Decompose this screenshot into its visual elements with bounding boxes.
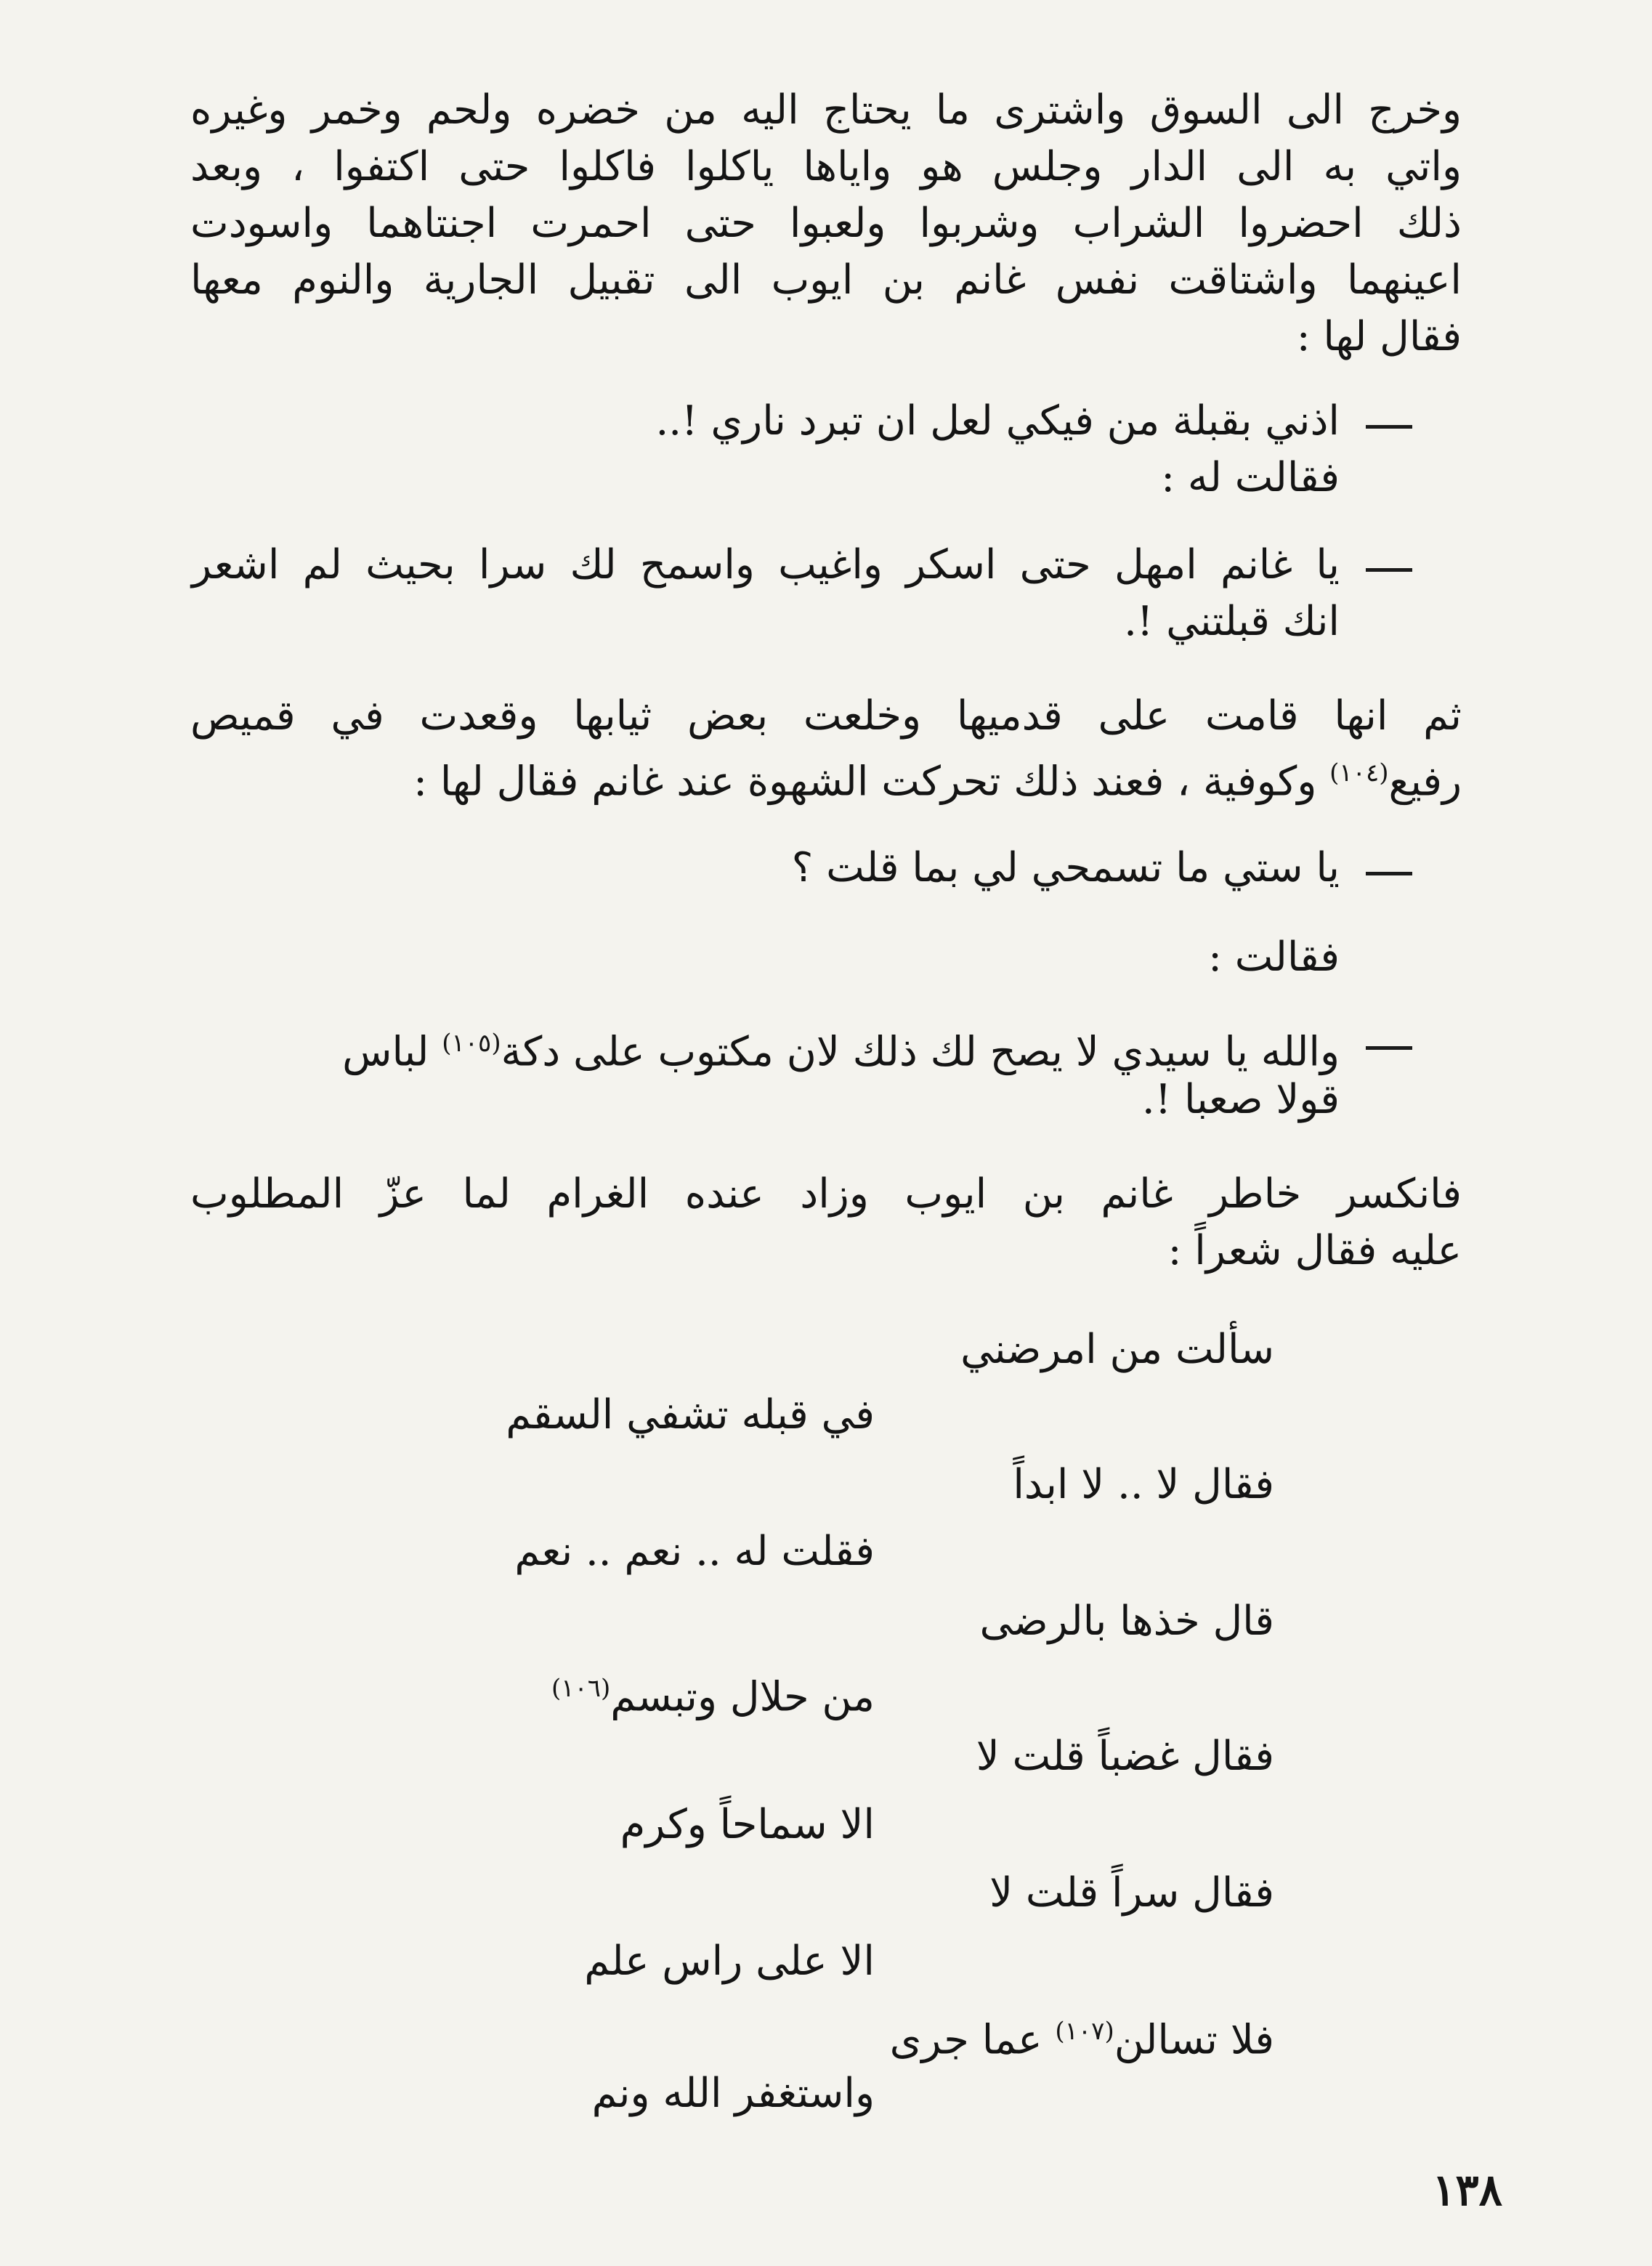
paragraph-1-line-5: فقال لها : xyxy=(1296,313,1462,360)
dialogue-1-reply: فقالت له : xyxy=(1161,454,1340,501)
poem-verse-8: الا سماحاً وكرم xyxy=(620,1801,875,1848)
dialogue-1-dash xyxy=(1366,425,1412,429)
dialogue-2-line-1: يا غانم امهل حتى اسكر واغيب واسمح لك سرا بحيث لم اشعر xyxy=(192,541,1340,588)
dialogue-3-text: يا ستي ما تسمحي لي بما قلت ؟ xyxy=(791,844,1340,891)
paragraph-2-line-1: ثم انها قامت على قدميها وخلعت بعض ثيابها وقعدت في قميص xyxy=(190,692,1462,740)
paragraph-1-line-2: واتي به الى الدار وجلس هو واياها ياكلوا فاكلوا حتى اكتفوا ، وبعد xyxy=(190,143,1462,190)
poem-verse-7: فقال غضباً قلت لا xyxy=(976,1733,1274,1780)
poem-verse-3: فقال لا .. لا ابداً xyxy=(1013,1461,1274,1508)
poem-verse-11 xyxy=(890,2002,1274,2070)
poem-verse-11-end: عما جرى xyxy=(889,2016,1056,2064)
dialogue-3-reply: فقالت : xyxy=(1208,934,1340,981)
poem-verse-6-text: من حلال وتبسم xyxy=(610,1673,875,1721)
paragraph-2-line-2-end: وكوفية ، فعند ذلك تحركت الشهوة عند غانم فقال لها : xyxy=(413,758,1330,806)
dialogue-4-line-2: قولا صعبا !. xyxy=(1141,1076,1340,1123)
paragraph-1-line-3: ذلك احضروا الشراب وشربوا ولعبوا حتى احمرت اجنتاهما واسودت xyxy=(190,200,1462,247)
paragraph-3-line-1: فانكسر خاطر غانم بن ايوب وزاد عنده الغرام لما عزّ المطلوب xyxy=(190,1170,1462,1218)
dialogue-4-line-1-end: لباس xyxy=(342,1028,442,1076)
footnote-ref-107: (١٠٧) xyxy=(1055,2017,1114,2046)
poem-verse-2: في قبله تشفي السقم xyxy=(506,1391,875,1438)
poem-verse-10: الا على راس علم xyxy=(584,1938,875,1985)
paragraph-2-line-2 xyxy=(190,744,1462,812)
dialogue-2-dash xyxy=(1366,568,1412,572)
poem-verse-9: فقال سراً قلت لا xyxy=(989,1869,1274,1917)
dialogue-4-line-1-start: والله يا سيدي لا يصح لك ذلك لان مكتوب على دكة xyxy=(501,1028,1340,1076)
poem-verse-6 xyxy=(551,1659,875,1727)
dialogue-1-text: اذني بقبلة من فيكي لعل ان تبرد ناري !.. xyxy=(655,397,1340,445)
paragraph-1-line-1: وخرج الى السوق واشترى ما يحتاج اليه من خضره ولحم وخمر وغيره xyxy=(190,86,1462,134)
dialogue-4-dash xyxy=(1366,1046,1412,1050)
poem-verse-11-start: فلا تسالن xyxy=(1114,2016,1274,2064)
page-number: ١٣٨ xyxy=(1432,2165,1502,2216)
dialogue-3-dash xyxy=(1366,872,1412,875)
poem-verse-12: واستغفر الله ونم xyxy=(591,2070,875,2117)
dialogue-2-line-2: انك قبلتني !. xyxy=(1124,598,1340,645)
poem-verse-4: فقلت له .. نعم .. نعم xyxy=(514,1528,875,1575)
paragraph-1-line-4: اعينهما واشتاقت نفس غانم بن ايوب الى تقبيل الجارية والنوم معها xyxy=(190,256,1462,304)
paragraph-3-line-2: عليه فقال شعراً : xyxy=(1167,1227,1462,1274)
footnote-ref-106: (١٠٦) xyxy=(551,1674,611,1703)
footnote-ref-104: (١٠٤) xyxy=(1329,758,1389,788)
poem-verse-1: سألت من امرضني xyxy=(960,1326,1274,1373)
poem-verse-5: قال خذها بالرضى xyxy=(979,1598,1274,1645)
footnote-ref-105: (١٠٥) xyxy=(442,1029,501,1058)
paragraph-2-line-2-start: رفيع xyxy=(1388,758,1462,806)
